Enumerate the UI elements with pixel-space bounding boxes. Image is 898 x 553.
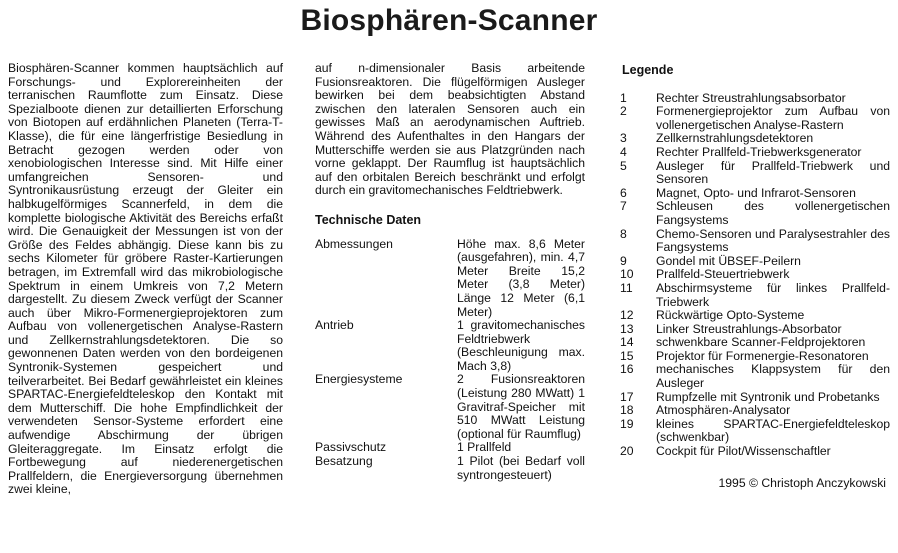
legend-number: 14 xyxy=(620,335,634,350)
spec-value: 1 Prallfeld xyxy=(457,440,512,455)
legend-text: Rumpfzelle mit Syntronik und Probetanks xyxy=(656,389,880,404)
legend-item xyxy=(620,404,890,418)
spec-label: Passivschutz xyxy=(315,440,387,455)
legend-heading: Legende xyxy=(622,63,674,77)
legend-text: mechanisches Klappsystem für den Ausleger xyxy=(656,362,890,391)
spec-label: Besatzung xyxy=(315,454,373,469)
legend-item xyxy=(620,363,890,390)
legend-text: Rückwärtige Opto-Systeme xyxy=(656,308,805,323)
legend-number: 6 xyxy=(620,185,627,200)
spec-row xyxy=(315,441,585,455)
spec-label: Energiesysteme xyxy=(315,372,403,387)
legend-number: 18 xyxy=(620,403,634,418)
legend-number: 15 xyxy=(620,348,634,363)
legend-number: 11 xyxy=(620,280,633,295)
legend-item xyxy=(620,418,890,445)
legend-text: Abschirmsysteme für linkes Prallfeld-Triebwerk xyxy=(656,280,890,309)
legend-item xyxy=(620,228,890,255)
legend-item xyxy=(620,391,890,405)
intro-column xyxy=(8,62,283,497)
legend-item xyxy=(620,350,890,364)
spec-row xyxy=(315,319,585,373)
legend-text: schwenkbare Scanner-Feldprojektoren xyxy=(656,335,866,350)
legend-item xyxy=(620,92,890,106)
spec-row xyxy=(315,455,585,482)
legend-text: Zellkernstrahlungsdetektoren xyxy=(656,131,814,146)
tech-data-table xyxy=(315,238,585,483)
spec-label: Antrieb xyxy=(315,318,354,333)
legend-text: Rechter Prallfeld-Triebwerksgenerator xyxy=(656,144,862,159)
legend-number: 13 xyxy=(620,321,634,336)
spec-value: 1 Pilot (bei Bedarf voll syntrongesteuert) xyxy=(457,454,585,482)
legend-item xyxy=(620,160,890,187)
legend-number: 2 xyxy=(620,104,627,119)
spec-value: 1 gravitomechanisches Feldtriebwerk (Beschleunigung max. Mach 3,8) xyxy=(457,318,585,373)
intro-text: Biosphären-Scanner kommen hauptsächlich auf Forschungs- und Explorereinheiten der terranischen Raumflotte zum Einsatz. Diese Spezialboote dienen zur detaillierten Erforschung von Biotopen auf erdähnlichen Planeten (Terra-T-Klasse), die für eine längerfristige Besiedlung in Betracht gezogen werden oder von xenobiologischen Interesse sind. Mit Hilfe einer umfangreichen Sensoren- und Syntronikausrüstung erzeugt der Gleiter ein halbkugelförmiges Scannerfeld, in dem die komplette biologische Aktivität des Bereichs erfaßt wird. Die Genauigkeit der Messungen ist von der Größe des Feldes abhängig. Diese kann bis zu sechs Kilometer für gröbere Raster-Kartierungen betragen, im Extremfall wird das mikrobiologische Spektrum in einem Umkreis von 7,2 Metern dargestellt. Zu diesem Zweck verfügt der Scanner auch über Mikro-Formenergieprojektoren zum Aufbau von vollenergetischen Analyse-Rastern und Zellkernstrahlungsdetektoren. Die so gewonnenen Daten werden von den bordeigenen Syntronik-Systemen gespeichert und teilverarbeitet. Bei Bedarf gewährleistet ein kleines SPARTAC-Energiefeldteleskop den Kontakt mit dem Mutterschiff. Die hohe Empfindlichkeit der verwendeten Sensor-Systeme erfordert eine aufwendige Abschirmung der übrigen Gleiteraggregate. Im Einsatz erfolgt die Fortbewegung auf niederenergetischen Prallfeldern, die Energieversorgung übernehmen zwei kleine, xyxy=(8,61,283,497)
legend-number: 4 xyxy=(620,144,627,159)
legend-text: Ausleger für Prallfeld-Triebwerk und Sensoren xyxy=(656,158,890,187)
legend-item xyxy=(620,323,890,337)
legend-item xyxy=(620,146,890,160)
legend-text: Rechter Streustrahlungsabsorbator xyxy=(656,90,846,105)
legend-text: Chemo-Sensoren und Paralysestrahler des Fangsystems xyxy=(656,226,890,255)
legend-item xyxy=(620,132,890,146)
legend-text: Prallfeld-Steuertriebwerk xyxy=(656,267,790,282)
legend-item xyxy=(620,445,890,459)
legend-item xyxy=(620,282,890,309)
legend-number: 12 xyxy=(620,308,634,323)
legend-number: 1 xyxy=(620,90,627,105)
legend-list xyxy=(620,92,890,459)
copyright: 1995 © Christoph Anczykowski xyxy=(718,475,886,490)
spec-value: Höhe max. 8,6 Meter (ausgefahren), min. 4,7 Meter Breite 15,2 Meter (3,8 Meter) Länge 12 Meter (6,1 Meter) xyxy=(457,236,585,319)
legend-number: 7 xyxy=(620,199,627,214)
legend-item xyxy=(620,336,890,350)
legend-number: 20 xyxy=(620,444,634,459)
legend-text: Formenergieprojektor zum Aufbau von vollenergetischen Analyse-Rastern xyxy=(656,104,890,132)
legend-item xyxy=(620,255,890,269)
legend-text: Atmosphären-Analysator xyxy=(656,403,791,418)
legend-number: 8 xyxy=(620,226,627,241)
legend-text: Magnet, Opto- und Infrarot-Sensoren xyxy=(656,185,856,200)
legend-number: 19 xyxy=(620,416,634,431)
legend-text: Gondel mit ÜBSEF-Peilern xyxy=(656,253,801,268)
legend-item xyxy=(620,200,890,227)
legend-item xyxy=(620,105,890,132)
legend-number: 5 xyxy=(620,158,627,173)
legend-number: 9 xyxy=(620,253,627,268)
legend-text: Schleusen des vollenergetischen Fangsystems xyxy=(656,199,890,227)
legend-text: Projektor für Formenergie-Resonatoren xyxy=(656,348,869,363)
continuation-text: auf n-dimensionaler Basis arbeitende Fusionsreaktoren. Die flügelförmigen Ausleger bewirken bei dem beabsichtigten Abstand zwischen den lateralen Sensoren auch ein gewisses Maß an aerodynamischen Auftrieb. Während des Aufenthaltes in den Hangars der Mutterschiffe werden sie aus Platzgründen nach vorne geklappt. Der Raumflug ist hauptsächlich auf den orbitalen Bereich beschränkt und erfolgt durch ein gravitomechanisches Feldtriebwerk. xyxy=(315,61,585,198)
spec-label: Abmessungen xyxy=(315,236,393,251)
legend-item xyxy=(620,268,890,282)
legend-column xyxy=(620,62,890,490)
legend-number: 10 xyxy=(620,267,634,282)
middle-column xyxy=(315,62,585,482)
legend-number: 16 xyxy=(620,362,634,377)
legend-number: 3 xyxy=(620,131,627,146)
legend-text: Linker Streustrahlungs-Absorbator xyxy=(656,321,842,336)
spec-row-dimensions xyxy=(315,238,585,320)
tech-data-heading: Technische Daten xyxy=(315,212,422,227)
legend-item xyxy=(620,187,890,201)
page-title: Biosphären-Scanner xyxy=(300,4,598,37)
spec-row xyxy=(315,373,585,441)
legend-number: 17 xyxy=(620,389,634,404)
legend-item xyxy=(620,309,890,323)
legend-text: Cockpit für Pilot/Wissenschaftler xyxy=(656,444,831,459)
spec-value: 2 Fusionsreaktoren (Leistung 280 MWatt) 1 Gravitraf-Speicher mit 510 MWatt Leistung (optional für Raumflug) xyxy=(457,372,585,441)
legend-text: kleines SPARTAC-Energiefeldteleskop (schwenkbar) xyxy=(656,416,890,445)
